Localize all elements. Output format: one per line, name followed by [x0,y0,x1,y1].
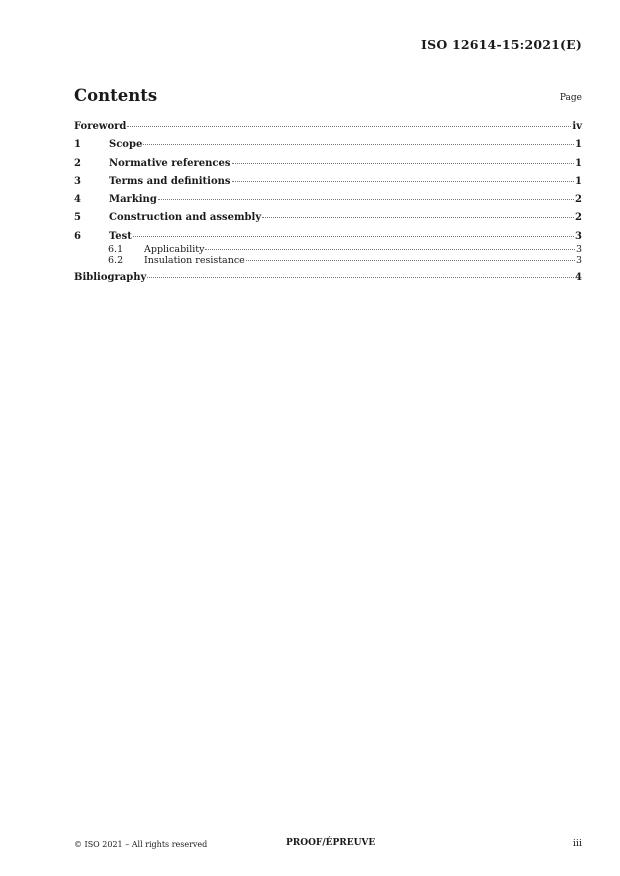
toc-entry-page: 3 [575,254,582,266]
toc-entry-scope[interactable] [74,138,582,152]
toc-entry-page: 1 [575,175,582,187]
proof-label: PROOF/ÉPREUVE [286,838,376,848]
toc-entry-test[interactable] [74,230,582,244]
toc-entry-page: 3 [575,230,582,242]
dot-leader [232,181,575,182]
toc-entry-title: Bibliography [74,272,147,284]
dot-leader [127,126,571,127]
toc-entry-page: 3 [575,243,582,255]
toc-entry-number: 6.1 [108,243,124,255]
toc-entry-title: Terms and definitions [109,175,231,187]
toc-entry-page: 4 [575,272,582,284]
toc-entry-marking[interactable] [74,193,582,207]
toc-entry-normative-references[interactable] [74,157,582,171]
toc-entry-number: 4 [74,194,81,206]
page-number: iii [572,838,582,849]
toc-entry-page: iv [572,121,582,132]
toc-entry-foreword[interactable] [74,120,582,134]
toc-entry-title: Applicability [144,243,205,255]
toc-entry-number: 6 [74,230,81,242]
toc-subentry-insulation-resistance[interactable] [74,255,582,266]
toc-entry-page: 2 [575,194,582,206]
toc-entry-title: Scope [109,139,143,151]
toc-entry-page: 1 [575,157,582,169]
copyright-notice: © ISO 2021 – All rights reserved [74,840,208,849]
toc-entry-number: 3 [74,175,81,187]
toc-entry-terms-and-definitions[interactable] [74,175,582,189]
dot-leader [262,217,574,218]
dot-leader [147,277,574,278]
toc-entry-page: 1 [575,139,582,151]
toc-entry-number: 6.2 [108,254,124,266]
toc-entry-title: Normative references [109,157,231,169]
document-id: ISO 12614-15:2021(E) [421,37,582,52]
toc-entry-page: 2 [575,212,582,224]
toc-entry-title: Foreword [74,121,127,132]
toc-entry-number: 5 [74,212,81,224]
toc-entry-title: Construction and assembly [109,212,262,224]
toc-subentry-applicability[interactable] [74,244,582,255]
dot-leader [232,163,575,164]
toc-entry-number: 2 [74,157,81,169]
dot-leader [246,260,575,261]
dot-leader [133,236,574,237]
page-column-label: Page [559,93,582,103]
table-of-contents [74,120,582,290]
toc-entry-bibliography[interactable] [74,271,582,285]
toc-entry-title: Test [109,230,132,242]
toc-entry-title: Marking [109,194,157,206]
toc-entry-number: 1 [74,139,81,151]
dot-leader [158,199,574,200]
toc-entry-construction-and-assembly[interactable] [74,211,582,225]
page-footer [74,838,582,852]
dot-leader [205,249,574,250]
contents-title: Contents [74,86,158,105]
toc-entry-title: Insulation resistance [144,254,245,266]
dot-leader [143,144,574,145]
